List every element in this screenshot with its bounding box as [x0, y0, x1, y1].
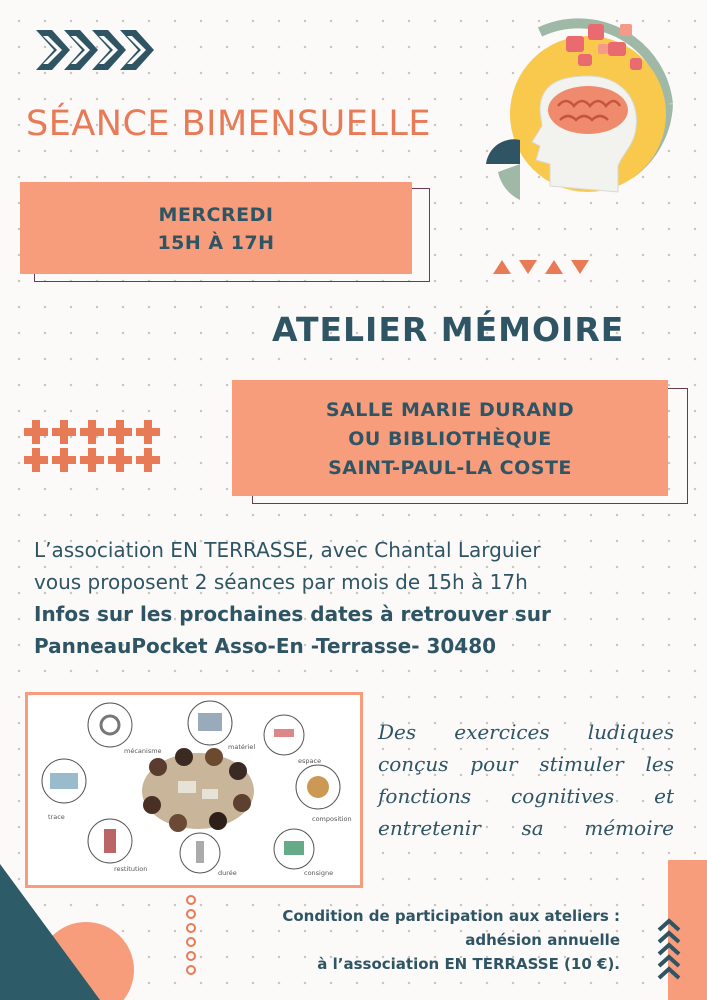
conditions-line-1: Condition de participation aux ateliers :: [282, 907, 620, 925]
intro-text: [34, 534, 674, 662]
illustration-label-8: trace: [48, 813, 65, 821]
illustration-label-3: espace: [298, 757, 322, 765]
plus-icon: [24, 420, 164, 472]
illustration-label-2: matériel: [228, 743, 256, 751]
description-text: [378, 716, 674, 844]
schedule-day: MERCREDI: [158, 204, 274, 226]
illustration-label-6: durée: [218, 869, 237, 877]
conditions-text: [190, 904, 620, 976]
illustration-label-5: consigne: [304, 869, 334, 877]
intro-line-3: Infos sur les prochaines dates à retrouver sur: [34, 602, 551, 626]
workshop-illustration: [28, 695, 360, 885]
intro-line-1: L’association EN TERRASSE, avec Chantal Larguier: [34, 538, 541, 562]
intro-line-2: vous proposent 2 séances par mois de 15h à 17h: [34, 570, 528, 594]
workshop-title: ATELIER MÉMOIRE: [272, 310, 625, 349]
chevron-up-icon: [656, 918, 682, 982]
schedule-box: [20, 182, 412, 274]
illustration-label-7: restitution: [114, 865, 148, 873]
brain-head-icon: [480, 14, 676, 200]
intro-line-4: PanneauPocket Asso-En -Terrasse- 30480: [34, 634, 497, 658]
description-line-4: entretenir sa mémoire: [378, 816, 674, 840]
venue-line-2: OU BIBLIOTHÈQUE: [348, 428, 552, 450]
description-line-2: conçus pour stimuler les: [378, 752, 674, 776]
venue-line-1: SALLE MARIE DURAND: [325, 399, 575, 421]
illustration-label-1: mécanisme: [124, 747, 162, 755]
venue-line-3: SAINT-PAUL-LA COSTE: [328, 457, 572, 479]
triangle-icon: [0, 860, 140, 1000]
triangle-icon: [493, 259, 589, 275]
conditions-line-2: adhésion annuelle: [465, 931, 620, 949]
page-title: SÉANCE BIMENSUELLE: [26, 104, 432, 144]
illustration-label-4: composition: [312, 815, 352, 823]
illustration-frame: [25, 692, 363, 888]
description-line-3: fonctions cognitives et: [378, 784, 674, 808]
description-line-1: Des exercices ludiques: [378, 720, 674, 744]
chevron-right-icon: [34, 26, 170, 74]
conditions-line-3: à l’association EN TERRASSE (10 €).: [317, 955, 620, 973]
venue-box: [232, 380, 668, 496]
schedule-time: 15H À 17H: [157, 232, 275, 254]
